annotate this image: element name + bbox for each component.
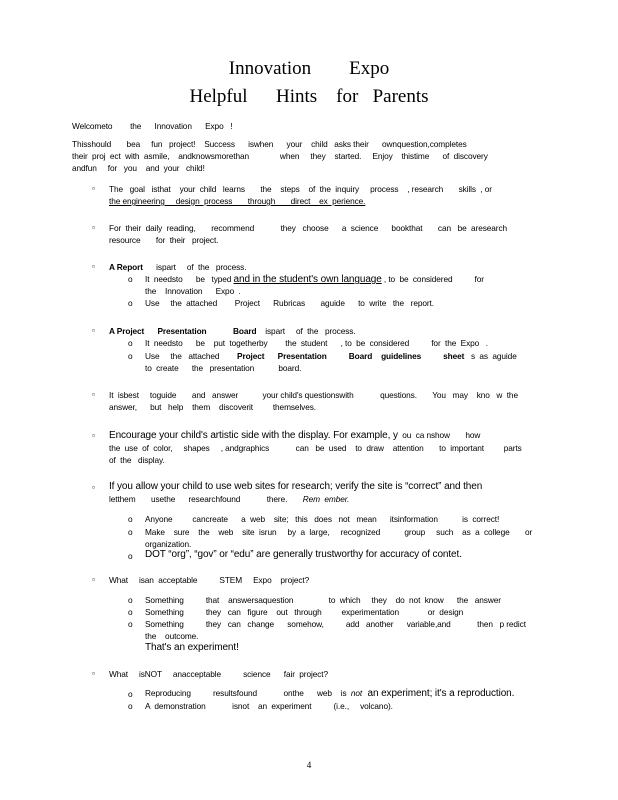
page-title: Innovation Expo <box>228 58 390 79</box>
page-subtitle: Helpful Hints for Parents <box>189 86 429 107</box>
sub-bullet-icon: o <box>128 689 133 699</box>
intro-line-3: andfun for you and your child! <box>72 163 205 173</box>
report-sub-1-c: , to be considered for <box>381 274 484 284</box>
not-acceptable-sub-1-a: Reproducing resultsfound onthe web is <box>145 688 351 698</box>
board-sub-2-c: s as aguide <box>464 351 517 361</box>
report-sub-2: Use the attached Project Rubricas aguide to write the report. <box>145 298 434 308</box>
sub-bullet-icon: o <box>128 514 133 524</box>
sub-bullet-icon: o <box>128 551 133 561</box>
hint-websites-line-2 <box>109 493 549 505</box>
artistic-big: Encourage your child's artistic side with the display. For example, y <box>109 430 398 441</box>
sub-bullet-icon: o <box>128 298 133 308</box>
acceptable-sub-3-note: That's an experiment! <box>145 642 239 653</box>
bullet-icon: ▫ <box>92 223 95 232</box>
sub-bullet-icon: o <box>128 595 133 605</box>
report-lead: A Report <box>109 262 143 272</box>
hint-acceptable: What isan acceptable STEM Expo project? <box>109 575 310 585</box>
bullet-icon: ▫ <box>92 575 95 584</box>
hint-inquiry-line-1: The goal isthat your child learns the steps of the inquiry process , research skills , or <box>109 184 492 194</box>
not-acceptable-sub-1-not: not <box>350 688 363 698</box>
sub-bullet-icon: o <box>128 607 133 617</box>
report-lead-rest: ispart of the process. <box>142 262 247 272</box>
not-acceptable-sub-1 <box>145 687 545 700</box>
report-sub-1-a: It needsto be typed <box>145 274 234 284</box>
board-sub-1: It needsto be put togetherby the student , to be considered for the Expo . <box>145 338 488 348</box>
board-sub-2-bold: Project Presentation Board guidelines sheet <box>237 351 465 361</box>
websites-remember: Rem ember. <box>302 494 350 504</box>
hint-inquiry-line-2: the engineering design process through direct ex perience. <box>109 196 366 206</box>
hint-guide-line-2: answer, but help them discoverit themselves. <box>109 402 317 412</box>
acceptable-sub-2: Something they can figure out through experimentation or design <box>145 607 464 617</box>
not-acceptable-sub-2: A demonstration isnot an experiment (i.e., volcano). <box>145 701 393 711</box>
board-sub-2-a: Use the attached <box>145 351 238 361</box>
acceptable-sub-1: Something that answersaquestion to which they do not know the answer <box>145 595 501 605</box>
sub-bullet-icon: o <box>128 274 133 284</box>
bullet-icon: ▫ <box>92 431 95 440</box>
bullet-icon: ▫ <box>92 326 95 335</box>
hint-artistic-line-1 <box>109 429 549 442</box>
hint-guide-line-1: It isbest toguide and answer your child's questionswith questions. You may kno w the <box>109 390 518 400</box>
not-acceptable-sub-1-big: an experiment; it's a reproduction. <box>362 688 515 699</box>
acceptable-sub-3-cont: the outcome. <box>145 631 199 641</box>
hint-reading-line-1: For their daily reading, recommend they choose a science bookthat can be aresearch <box>109 223 508 233</box>
report-sub-1-emph: and in the student's own language <box>233 274 382 285</box>
sub-bullet-icon: o <box>128 351 133 361</box>
acceptable-sub-3: Something they can change somehow, add another variable,and then p redict <box>145 619 526 629</box>
sub-bullet-icon: o <box>128 619 133 629</box>
page-number: 4 <box>306 760 312 770</box>
websites-sub-1: Anyone cancreate a web site; this does not mean itsinformation is correct! <box>145 514 500 524</box>
artistic-rest: ou ca nshow how <box>397 430 481 440</box>
bullet-icon: ▫ <box>92 669 95 678</box>
sub-bullet-icon: o <box>128 527 133 537</box>
welcome-line: Welcometo the Innovation Expo ! <box>72 121 233 131</box>
hint-reading-line-2: resource for their project. <box>109 235 219 245</box>
sub-bullet-icon: o <box>128 338 133 348</box>
board-lead-rest: ispart of the process. <box>256 326 356 336</box>
websites-sub-2-cont: organization. <box>145 539 192 549</box>
sub-bullet-icon: o <box>128 701 133 711</box>
board-sub-2-cont: to create the presentation board. <box>145 363 302 373</box>
hint-artistic-line-3: of the display. <box>109 455 165 465</box>
hint-artistic-line-2: the use of color, shapes , andgraphics can be used to draw attention to important parts <box>109 443 522 453</box>
bullet-icon: ▫ <box>92 483 95 492</box>
hint-websites-line-1: If you allow your child to use web sites for research; verify the site is “correct” and then <box>109 481 483 492</box>
board-lead: A Project Presentation Board <box>109 326 257 336</box>
board-sub-2 <box>145 350 545 362</box>
intro-line-1: Thisshould bea fun project! Success iswhen your child asks their ownquestion,completes <box>72 139 467 149</box>
hint-board <box>109 325 549 337</box>
websites-sub-2: Make sure the web site isrun by a large, recognized group such as a college or <box>145 527 533 537</box>
report-sub-1-cont: the Innovation Expo . <box>145 286 241 296</box>
bullet-icon: ▫ <box>92 390 95 399</box>
hint-report <box>109 261 549 273</box>
intro-line-2: their proj ect with asmile, andknowsmorethan when they started. Enjoy thistime of discovery <box>72 151 488 161</box>
websites-second: letthem usethe researchfound there. <box>109 494 303 504</box>
websites-sub-3: DOT “org”, “gov” or “edu” are generally trustworthy for accuracy of contet. <box>145 549 462 560</box>
bullet-icon: ▫ <box>92 262 95 271</box>
bullet-icon: ▫ <box>92 184 95 193</box>
hint-not-acceptable: What isNOT anacceptable science fair project? <box>109 669 328 679</box>
